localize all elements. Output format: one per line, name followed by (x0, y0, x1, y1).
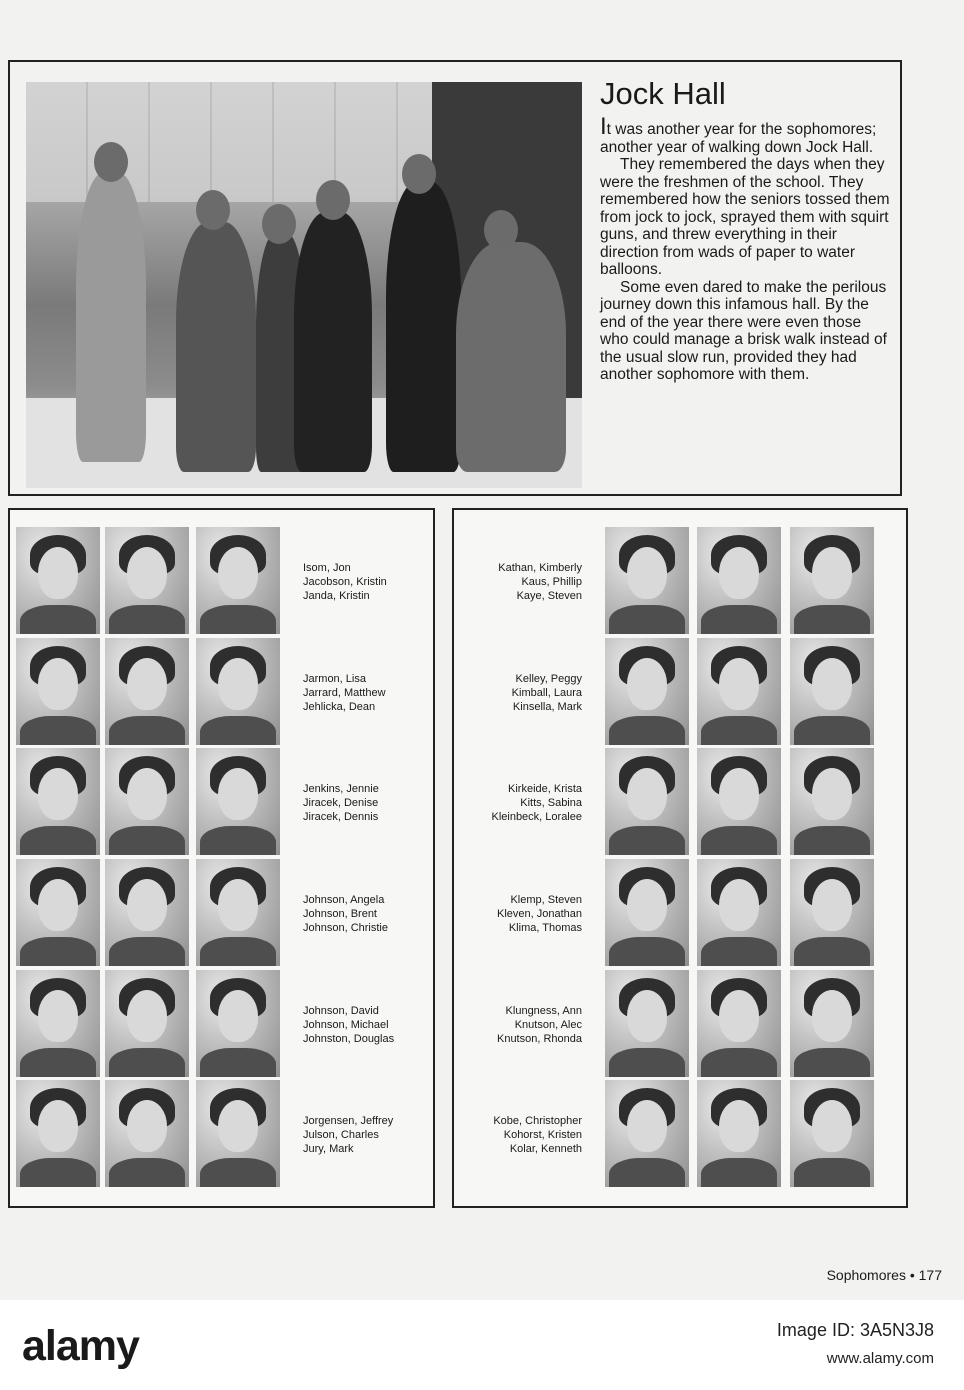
student-name: Johnson, Brent (303, 908, 377, 920)
left-names-block (303, 1004, 394, 1046)
portrait-shoulders (200, 1048, 276, 1077)
photo-student-head (94, 142, 128, 182)
student-portrait (105, 748, 189, 855)
student-name: Klungness, Ann (505, 1005, 582, 1017)
portrait-shoulders (109, 826, 185, 855)
student-portrait (196, 748, 280, 855)
portrait-face (127, 990, 167, 1042)
portrait-face (627, 658, 667, 710)
student-portrait (196, 527, 280, 634)
portrait-shoulders (609, 826, 685, 855)
student-name: Knutson, Alec (514, 1019, 582, 1031)
portrait-shoulders (200, 937, 276, 966)
portrait-face (812, 547, 852, 599)
portrait-shoulders (701, 1048, 777, 1077)
student-name: Kimball, Laura (511, 687, 582, 699)
student-name: Kathan, Kimberly (498, 562, 582, 574)
portrait-shoulders (701, 716, 777, 745)
portrait-face (719, 1100, 759, 1152)
portrait-face (812, 1100, 852, 1152)
student-portrait (196, 970, 280, 1077)
portrait-shoulders (200, 716, 276, 745)
student-name: Kinsella, Mark (512, 701, 582, 713)
left-names-block (303, 672, 386, 714)
portrait-shoulders (20, 1158, 96, 1187)
student-name: Janda, Kristin (303, 590, 370, 602)
student-name: Kleven, Jonathan (496, 908, 582, 920)
student-name: Knutson, Rhonda (496, 1033, 582, 1045)
photo-student-head (484, 210, 518, 250)
photo-student (294, 212, 372, 472)
hallway-photo (26, 82, 582, 488)
student-portrait (16, 748, 100, 855)
right-names-block (498, 561, 582, 603)
student-name: Julson, Charles (303, 1129, 379, 1141)
portrait-face (627, 1100, 667, 1152)
student-name: Kaus, Phillip (521, 576, 582, 588)
portrait-shoulders (609, 605, 685, 634)
portrait-shoulders (794, 937, 870, 966)
student-portrait (790, 1080, 874, 1187)
portrait-shoulders (20, 826, 96, 855)
student-name: Jarmon, Lisa (303, 673, 366, 685)
portrait-face (627, 879, 667, 931)
portrait-face (127, 1100, 167, 1152)
photo-student (386, 182, 461, 472)
portrait-shoulders (20, 937, 96, 966)
student-portrait (105, 859, 189, 966)
student-name: Jury, Mark (303, 1143, 354, 1155)
article-paragraph-text: t was another year for the sophomores; another year of walking down Jock Hall. (600, 121, 877, 156)
portrait-shoulders (109, 1048, 185, 1077)
portrait-shoulders (609, 1158, 685, 1187)
portrait-shoulders (609, 937, 685, 966)
student-name: Jiracek, Denise (303, 797, 379, 809)
student-name: Jenkins, Jennie (303, 783, 379, 795)
student-name: Isom, Jon (303, 562, 351, 574)
student-name: Kirkeide, Krista (508, 783, 582, 795)
student-portrait (196, 1080, 280, 1187)
student-name: Kohorst, Kristen (503, 1129, 582, 1141)
right-names-block (497, 1004, 582, 1046)
student-portrait (605, 859, 689, 966)
stock-watermark-bar (0, 1300, 964, 1390)
article-paragraph (600, 113, 890, 156)
photo-student (456, 242, 566, 472)
photo-student (76, 172, 146, 462)
student-portrait (105, 1080, 189, 1187)
right-names-block (491, 782, 582, 824)
stock-url: www.alamy.com (826, 1350, 934, 1367)
portrait-face (627, 768, 667, 820)
portrait-face (38, 879, 78, 931)
student-portrait (605, 1080, 689, 1187)
portrait-shoulders (794, 605, 870, 634)
portrait-shoulders (794, 1048, 870, 1077)
photo-student-head (262, 204, 296, 244)
student-portrait (196, 638, 280, 745)
student-portrait (697, 638, 781, 745)
article-title: Jock Hall (600, 76, 726, 111)
right-names-block (493, 1114, 582, 1156)
photo-student-head (316, 180, 350, 220)
photo-student-head (196, 190, 230, 230)
portrait-face (38, 768, 78, 820)
student-portrait (105, 527, 189, 634)
student-name: Jacobson, Kristin (303, 576, 387, 588)
portrait-shoulders (200, 1158, 276, 1187)
student-name: Jorgensen, Jeffrey (303, 1115, 394, 1127)
portrait-face (38, 1100, 78, 1152)
student-name: Jehlicka, Dean (303, 701, 376, 713)
student-name: Kitts, Sabina (520, 797, 582, 809)
portrait-face (127, 658, 167, 710)
page-footer: Sophomores • 177 (826, 1267, 942, 1283)
left-names-block (303, 782, 379, 824)
student-portrait (790, 970, 874, 1077)
student-portrait (105, 970, 189, 1077)
student-portrait (697, 1080, 781, 1187)
student-name: Kolar, Kenneth (509, 1143, 582, 1155)
portrait-shoulders (701, 1158, 777, 1187)
portrait-face (812, 990, 852, 1042)
portrait-face (127, 768, 167, 820)
portrait-shoulders (200, 826, 276, 855)
student-portrait (605, 638, 689, 745)
portrait-face (627, 990, 667, 1042)
student-portrait (697, 748, 781, 855)
student-portrait (790, 527, 874, 634)
portrait-face (218, 658, 258, 710)
student-portrait (105, 638, 189, 745)
portrait-shoulders (609, 1048, 685, 1077)
right-names-block (497, 893, 582, 935)
student-name: Kleinbeck, Loralee (491, 811, 582, 823)
student-name: Klemp, Steven (510, 894, 582, 906)
portrait-shoulders (701, 605, 777, 634)
portrait-shoulders (794, 826, 870, 855)
portrait-face (38, 990, 78, 1042)
student-portrait (605, 970, 689, 1077)
stock-image-id: Image ID: 3A5N3J8 (776, 1320, 934, 1340)
article-body (600, 113, 890, 384)
portrait-face (127, 547, 167, 599)
portrait-shoulders (20, 1048, 96, 1077)
article-paragraph: They remembered the days when they were the freshmen of the school. They remembered how the seniors tossed them from jock to jock, sprayed them with squirt guns, and threw everything in their direction from wads of paper to water balloons. (600, 156, 890, 278)
portrait-face (812, 658, 852, 710)
portrait-face (218, 879, 258, 931)
portrait-shoulders (609, 716, 685, 745)
stock-logo: alamy (22, 1322, 139, 1370)
portrait-shoulders (109, 605, 185, 634)
student-portrait (16, 970, 100, 1077)
student-name: Johnson, Michael (303, 1019, 389, 1031)
student-portrait (790, 859, 874, 966)
portrait-face (719, 990, 759, 1042)
student-name: Kobe, Christopher (493, 1115, 582, 1127)
left-names-block (303, 1114, 393, 1156)
portrait-face (719, 768, 759, 820)
article-paragraph: Some even dared to make the perilous journey down this infamous hall. By the end of the year there were even those who could manage a brisk walk instead of the usual slow run, provided they had another sophomore with them. (600, 278, 887, 383)
left-names-block (303, 893, 388, 935)
portrait-shoulders (200, 605, 276, 634)
student-name: Kaye, Steven (516, 590, 582, 602)
portrait-shoulders (794, 716, 870, 745)
portrait-shoulders (701, 937, 777, 966)
portrait-face (218, 1100, 258, 1152)
photo-student-head (402, 154, 436, 194)
student-portrait (16, 527, 100, 634)
student-portrait (16, 638, 100, 745)
portrait-shoulders (794, 1158, 870, 1187)
portrait-face (719, 879, 759, 931)
student-portrait (16, 859, 100, 966)
portrait-shoulders (109, 937, 185, 966)
portrait-face (38, 658, 78, 710)
student-name: Klima, Thomas (508, 922, 582, 934)
portrait-face (719, 658, 759, 710)
portrait-shoulders (20, 605, 96, 634)
portrait-face (719, 547, 759, 599)
portrait-shoulders (109, 716, 185, 745)
portrait-face (38, 547, 78, 599)
student-name: Jiracek, Dennis (303, 811, 379, 823)
student-name: Johnson, Christie (303, 922, 388, 934)
portrait-shoulders (109, 1158, 185, 1187)
student-portrait (16, 1080, 100, 1187)
left-names-block (303, 561, 387, 603)
student-name: Kelley, Peggy (515, 673, 582, 685)
student-portrait (697, 527, 781, 634)
right-names-block (512, 672, 582, 714)
portrait-face (812, 879, 852, 931)
student-name: Johnson, Angela (303, 894, 385, 906)
portrait-face (218, 547, 258, 599)
student-portrait (697, 970, 781, 1077)
student-portrait (605, 527, 689, 634)
student-name: Johnston, Douglas (303, 1033, 395, 1045)
student-name: Jarrard, Matthew (303, 687, 386, 699)
portrait-face (218, 768, 258, 820)
drop-cap: I (600, 113, 607, 140)
portrait-shoulders (20, 716, 96, 745)
student-name: Johnson, David (303, 1005, 379, 1017)
student-portrait (697, 859, 781, 966)
photo-student (176, 222, 256, 472)
portrait-face (218, 990, 258, 1042)
portrait-face (127, 879, 167, 931)
student-portrait (790, 638, 874, 745)
portrait-face (812, 768, 852, 820)
student-portrait (605, 748, 689, 855)
student-portrait (196, 859, 280, 966)
portrait-face (627, 547, 667, 599)
portrait-shoulders (701, 826, 777, 855)
student-portrait (790, 748, 874, 855)
